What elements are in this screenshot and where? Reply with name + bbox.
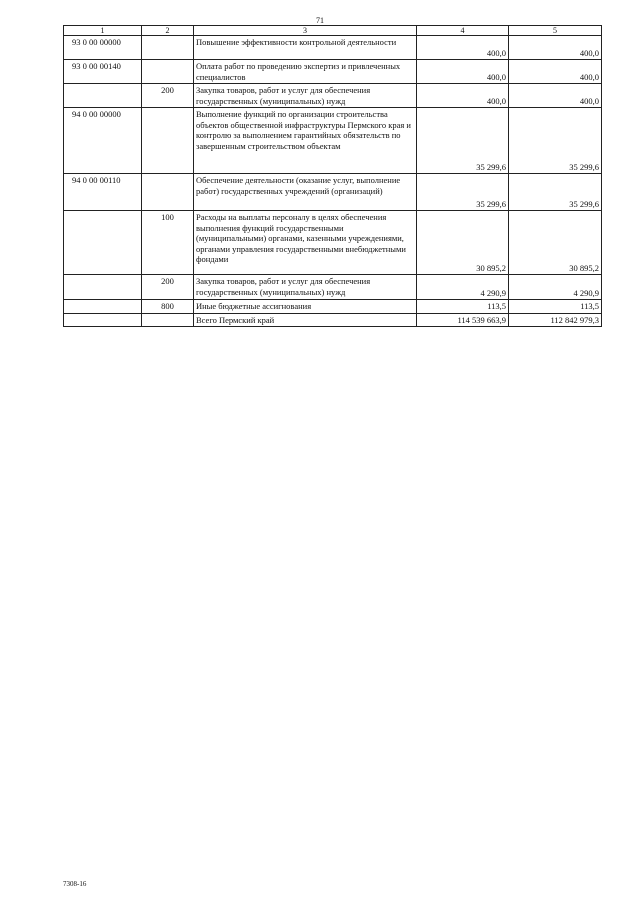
row-name: Закупка товаров, работ и услуг для обеспечения государственных (муниципальных) нужд: [194, 84, 417, 108]
table-row: [64, 84, 602, 108]
amount-col4: 400,0: [417, 36, 509, 60]
document-footer-code: 7308-16: [63, 880, 87, 888]
amount-col4: 35 299,6: [417, 174, 509, 211]
table-row: [64, 211, 602, 275]
table-row: [64, 108, 602, 174]
amount-col4: 4 290,9: [417, 275, 509, 300]
expense-type-code: 200: [142, 84, 194, 108]
total-amount-col5: 112 842 979,3: [509, 313, 602, 327]
page-number: 71: [316, 16, 324, 25]
expense-type-code: [142, 174, 194, 211]
target-article-code: [64, 313, 142, 327]
table-total-row: [64, 313, 602, 327]
column-header: 4: [417, 26, 509, 36]
target-article-code: [64, 275, 142, 300]
target-article-code: 93 0 00 00000: [64, 36, 142, 60]
expense-type-code: [142, 36, 194, 60]
amount-col5: 35 299,6: [509, 174, 602, 211]
amount-col5: 113,5: [509, 300, 602, 314]
row-name: Повышение эффективности контрольной деятельности: [194, 36, 417, 60]
amount-col5: 400,0: [509, 84, 602, 108]
column-header: 5: [509, 26, 602, 36]
expense-type-code: 800: [142, 300, 194, 314]
target-article-code: 93 0 00 00140: [64, 60, 142, 84]
table-row: [64, 275, 602, 300]
total-label: Всего Пермский край: [194, 313, 417, 327]
column-header: 3: [194, 26, 417, 36]
amount-col4: 113,5: [417, 300, 509, 314]
amount-col4: 400,0: [417, 60, 509, 84]
table-header-row: [64, 26, 602, 36]
expense-type-code: [142, 60, 194, 84]
amount-col5: 400,0: [509, 60, 602, 84]
expense-type-code: [142, 313, 194, 327]
expense-type-code: 200: [142, 275, 194, 300]
column-header: 1: [64, 26, 142, 36]
amount-col5: 35 299,6: [509, 108, 602, 174]
amount-col4: 30 895,2: [417, 211, 509, 275]
expense-type-code: [142, 108, 194, 174]
row-name: Расходы на выплаты персоналу в целях обеспечения выполнения функций государственными (муниципальными) органами, казенными учреждениями, органами управления государственными внебюджетными фондами: [194, 211, 417, 275]
table-row: [64, 60, 602, 84]
total-amount-col4: 114 539 663,9: [417, 313, 509, 327]
table-row: [64, 36, 602, 60]
target-article-code: [64, 211, 142, 275]
column-header: 2: [142, 26, 194, 36]
row-name: Закупка товаров, работ и услуг для обеспечения государственных (муниципальных) нужд: [194, 275, 417, 300]
expense-type-code: 100: [142, 211, 194, 275]
target-article-code: 94 0 00 00000: [64, 108, 142, 174]
amount-col5: 4 290,9: [509, 275, 602, 300]
table-row: [64, 174, 602, 211]
target-article-code: [64, 300, 142, 314]
row-name: Обеспечение деятельности (оказание услуг, выполнение работ) государственных учреждений (организаций): [194, 174, 417, 211]
target-article-code: 94 0 00 00110: [64, 174, 142, 211]
amount-col4: 35 299,6: [417, 108, 509, 174]
row-name: Оплата работ по проведению экспертиз и привлеченных специалистов: [194, 60, 417, 84]
amount-col4: 400,0: [417, 84, 509, 108]
budget-table: [63, 25, 602, 327]
target-article-code: [64, 84, 142, 108]
amount-col5: 400,0: [509, 36, 602, 60]
row-name: Выполнение функций по организации строительства объектов общественной инфраструктуры Пермского края и контролю за выполнением гарантийных обязательств по завершенным строительством объектам: [194, 108, 417, 174]
amount-col5: 30 895,2: [509, 211, 602, 275]
table-row: [64, 300, 602, 314]
row-name: Иные бюджетные ассигнования: [194, 300, 417, 314]
